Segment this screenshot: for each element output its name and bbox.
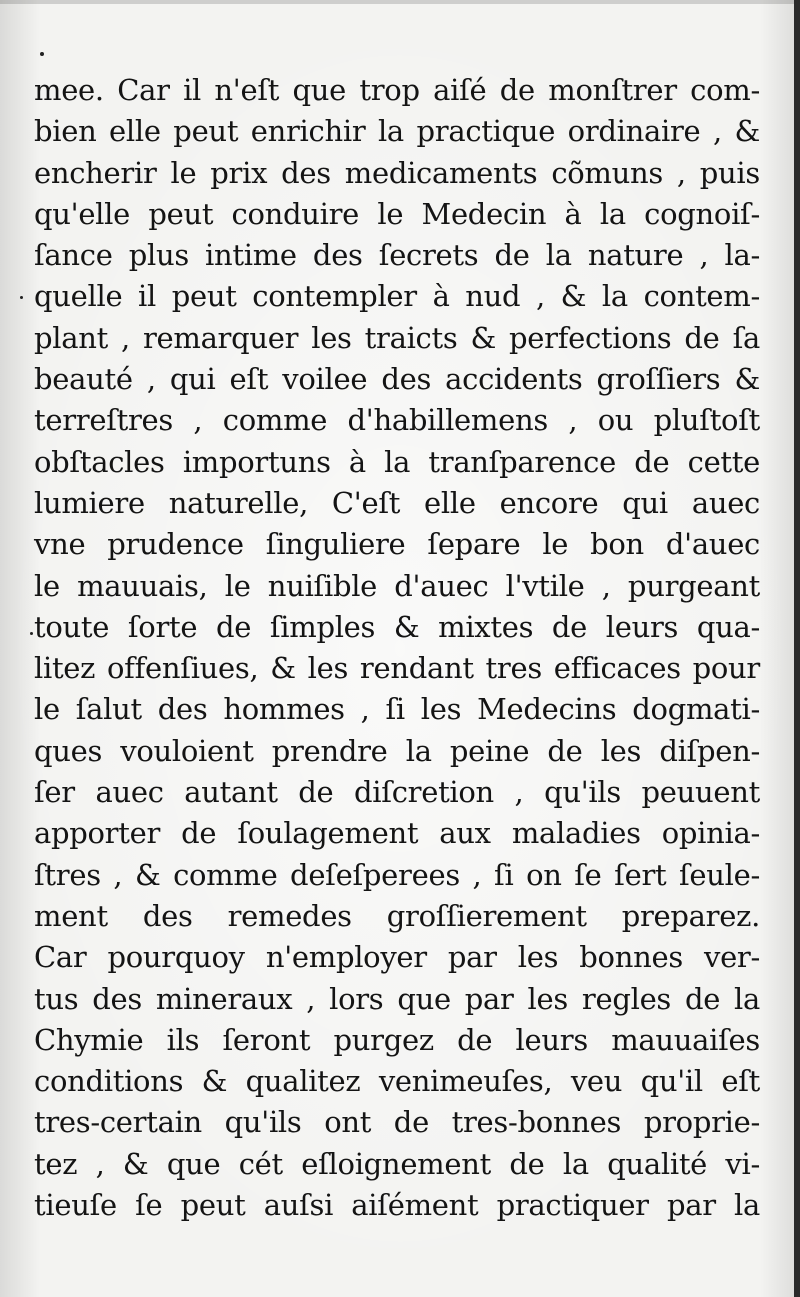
text-line: ſer auec autant de diſcretion , qu'ils peuuent — [34, 775, 760, 810]
text-line: plant , remarquer les traicts & perfections de ſa — [34, 320, 760, 355]
text-line: Car pourquoy n'employer par les bonnes ver- — [34, 940, 760, 975]
text-line: tieuſe ſe peut auſsi aiſément practiquer par la — [34, 1188, 760, 1223]
ink-speck — [20, 296, 23, 299]
text-line: apporter de ſoulagement aux maladies opinia- — [34, 816, 760, 851]
text-line: tres-certain qu'ils ont de tres-bonnes proprie- — [34, 1105, 760, 1140]
text-line: ment des remedes groſſierement preparez. — [34, 898, 760, 933]
text-line: Chymie ils ſeront purgez de leurs mauuaiſes — [34, 1022, 760, 1057]
text-line: mee. Car il n'eſt que trop aiſé de monſtrer com- — [34, 73, 760, 107]
text-line: quelle il peut contempler à nud , & la contem- — [34, 279, 760, 314]
page-right-edge — [794, 0, 800, 1297]
text-line: encherir le prix des medicaments cõmuns , puis — [34, 155, 760, 190]
ink-speck — [30, 632, 33, 635]
text-line: terreſtres , comme d'habillemens , ou pluſtoſt — [34, 403, 760, 438]
text-line: tez , & que cét eſloignement de la qualité vi- — [34, 1146, 760, 1181]
page-top-shadow — [0, 0, 800, 4]
text-line: ſance plus intime des ſecrets de la nature , la- — [34, 238, 760, 273]
text-line: le mauuais, le nuiſible d'auec l'vtile , purgeant — [34, 568, 760, 603]
text-line: litez offenſiues, & les rendant tres efficaces pour — [34, 651, 760, 686]
text-line: bien elle peut enrichir la practique ordinaire , & — [34, 114, 760, 149]
text-line: vne prudence ſinguliere ſepare le bon d'auec — [34, 527, 760, 562]
text-line: toute ſorte de ſimples & mixtes de leurs qua- — [34, 609, 760, 644]
text-line: obſtacles importuns à la tranſparence de cette — [34, 444, 760, 479]
text-line: qu'elle peut conduire le Medecin à la cognoiſ- — [34, 196, 760, 231]
text-line: beauté , qui eſt voilee des accidents groſſiers & — [34, 362, 760, 397]
text-line: le ſalut des hommes , ſi les Medecins dogmati- — [34, 692, 760, 727]
text-line: ſtres , & comme deſeſperees , ſi on ſe ſert ſeule- — [34, 857, 760, 892]
text-line: lumiere naturelle, C'eſt elle encore qui auec — [34, 485, 760, 520]
text-line: conditions & qualitez venimeuſes, veu qu'il eſt — [34, 1064, 760, 1099]
text-line: tus des mineraux , lors que par les regles de la — [34, 981, 760, 1016]
text-line: ques vouloient prendre la peine de les diſpen- — [34, 733, 760, 768]
body-text — [34, 70, 760, 1226]
ink-speck — [40, 52, 44, 56]
